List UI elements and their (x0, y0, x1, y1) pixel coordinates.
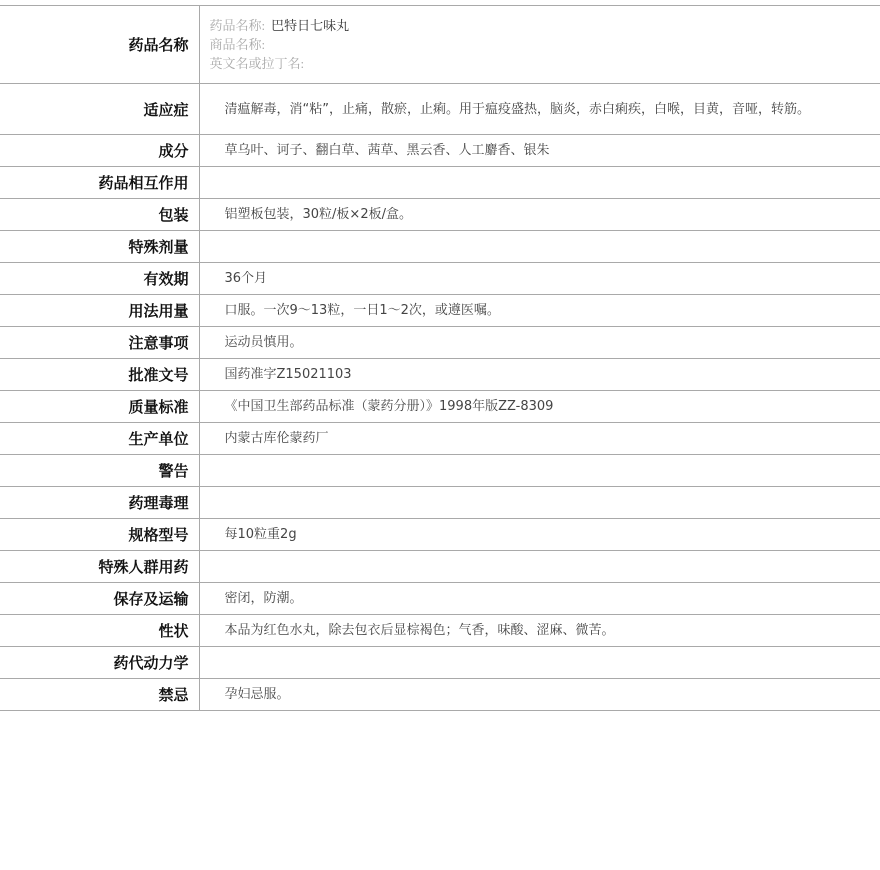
english-name-key: 英文名或拉丁名: (209, 56, 305, 71)
row-label: 药品相互作用 (0, 167, 199, 199)
row-label: 注意事项 (0, 327, 199, 359)
table-row (0, 199, 880, 231)
row-label: 批准文号 (0, 359, 199, 391)
table-row (0, 327, 880, 359)
row-label: 药理毒理 (0, 487, 199, 519)
table-row (0, 295, 880, 327)
table-row (0, 231, 880, 263)
row-value (199, 167, 880, 199)
row-label: 包装 (0, 199, 199, 231)
row-value: 国药准字Z15021103 (199, 359, 880, 391)
row-label: 性状 (0, 615, 199, 647)
row-value: 《中国卫生部药品标准（蒙药分册）》1998年版ZZ-8309 (199, 391, 880, 423)
table-row (0, 583, 880, 615)
row-label: 适应症 (0, 84, 199, 135)
row-value: 清瘟解毒，消“粘”，止痛，散瘀，止痢。用于瘟疫盛热，脑炎，赤白痢疾，白喉，目黄，音哑，转筋。 (199, 84, 880, 135)
row-label: 特殊人群用药 (0, 551, 199, 583)
drug-spec-table (0, 6, 880, 711)
table-row (0, 519, 880, 551)
row-value: 运动员慎用。 (199, 327, 880, 359)
english-name-line (210, 54, 880, 73)
row-label: 保存及运输 (0, 583, 199, 615)
row-label: 规格型号 (0, 519, 199, 551)
name-cell (199, 6, 880, 84)
trade-name-line (210, 35, 880, 54)
row-value: 密闭，防潮。 (199, 583, 880, 615)
table-row (0, 423, 880, 455)
row-value (199, 455, 880, 487)
table-row (0, 391, 880, 423)
drug-spec-sheet (0, 5, 880, 711)
row-value (199, 231, 880, 263)
row-label: 特殊剂量 (0, 231, 199, 263)
table-row (0, 487, 880, 519)
table-row (0, 551, 880, 583)
row-value: 口服。一次9～13粒，一日1～2次，或遵医嘱。 (199, 295, 880, 327)
table-row (0, 647, 880, 679)
table-row (0, 615, 880, 647)
table-row (0, 263, 880, 295)
name-list (200, 16, 880, 73)
row-label: 警告 (0, 455, 199, 487)
generic-name-line (210, 16, 880, 35)
table-row-name (0, 6, 880, 84)
row-label: 禁忌 (0, 679, 199, 711)
row-value (199, 487, 880, 519)
trade-name-key: 商品名称: (209, 37, 266, 52)
generic-name-value: 巴特日七味丸 (271, 18, 350, 33)
table-row (0, 84, 880, 135)
row-label: 用法用量 (0, 295, 199, 327)
row-value: 孕妇忌服。 (199, 679, 880, 711)
table-row (0, 167, 880, 199)
row-value (199, 551, 880, 583)
row-label: 有效期 (0, 263, 199, 295)
table-row (0, 359, 880, 391)
table-row (0, 679, 880, 711)
row-label: 药品名称 (0, 6, 199, 84)
row-value: 铝塑板包装，30粒/板×2板/盒。 (199, 199, 880, 231)
row-label: 生产单位 (0, 423, 199, 455)
table-row (0, 455, 880, 487)
row-value: 36个月 (199, 263, 880, 295)
row-label: 药代动力学 (0, 647, 199, 679)
row-value: 内蒙古库伦蒙药厂 (199, 423, 880, 455)
row-value: 每10粒重2g (199, 519, 880, 551)
row-value: 草乌叶、诃子、翻白草、茜草、黑云香、人工麝香、银朱 (199, 135, 880, 167)
row-label: 成分 (0, 135, 199, 167)
row-label: 质量标准 (0, 391, 199, 423)
row-value (199, 647, 880, 679)
row-value: 本品为红色水丸，除去包衣后显棕褐色；气香，味酸、涩麻、微苦。 (199, 615, 880, 647)
generic-name-key: 药品名称: (209, 18, 266, 33)
table-row (0, 135, 880, 167)
